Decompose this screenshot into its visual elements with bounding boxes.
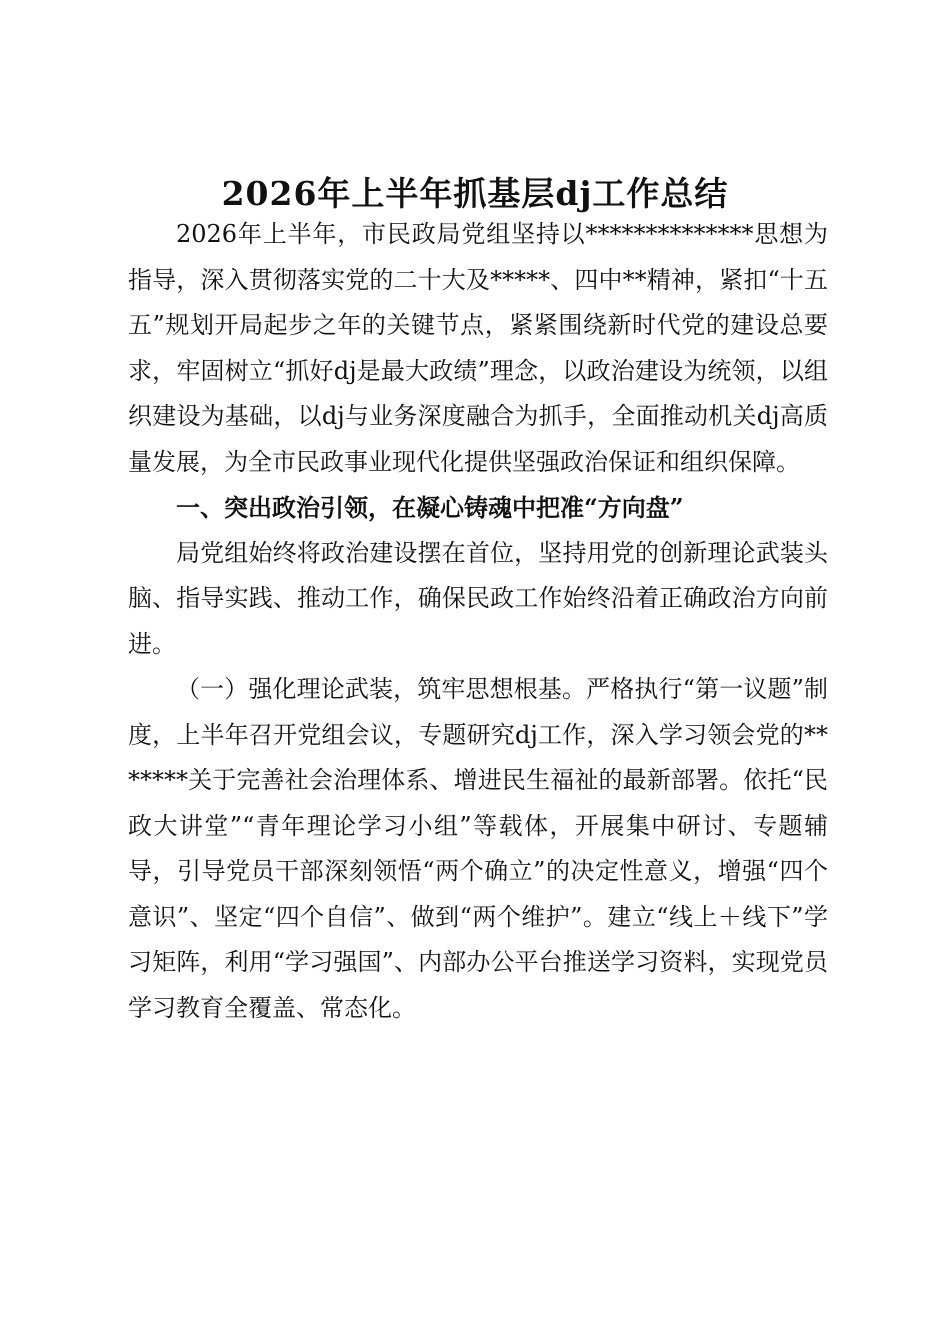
section-1-paragraph: 局党组始终将政治建设摆在首位，坚持用党的创新理论武装头脑、指导实践、推动工作，确保民政工作始终沿着正确政治方向前进。 (128, 538, 828, 658)
document-title: 2026年上半年抓基层dj工作总结 (221, 174, 729, 213)
section-heading-1: 一、突出政治引领，在凝心铸魂中把准“方向盘” (176, 493, 684, 522)
intro-paragraph: 2026年上半年，市民政局党组坚持以**************思想为指导，深入贯彻落实党的二十大及*****、四中**精神，紧扣“十五五”规划开局起步之年的关键节点，紧紧围绕新时代党的建设总要求，牢固树立“抓好dj是最大政绩”理念，以政治建设为统领，以组织建设为基础，以dj与业务深度融合为抓手，全面推动机关dj高质量发展，为全市民政事业现代化提供坚强政治保证和组织保障。 (128, 220, 828, 476)
subsection-1-paragraph: （一）强化理论武装，筑牢思想根基。严格执行“第一议题”制度，上半年召开党组会议，专题研究dj工作，深入学习领会党的*******关于完善社会治理体系、增进民生福祉的最新部署。依托“民政大讲堂”“青年理论学习小组”等载体，开展集中研讨、专题辅导，引导党员干部深刻领悟“两个确立”的决定性意义，增强“四个意识”、坚定“四个自信”、做到“两个维护”。建立“线上＋线下”学习矩阵，利用“学习强国”、内部办公平台推送学习资料，实现党员学习教育全覆盖、常态化。 (128, 675, 828, 1022)
document-body (128, 212, 828, 1031)
